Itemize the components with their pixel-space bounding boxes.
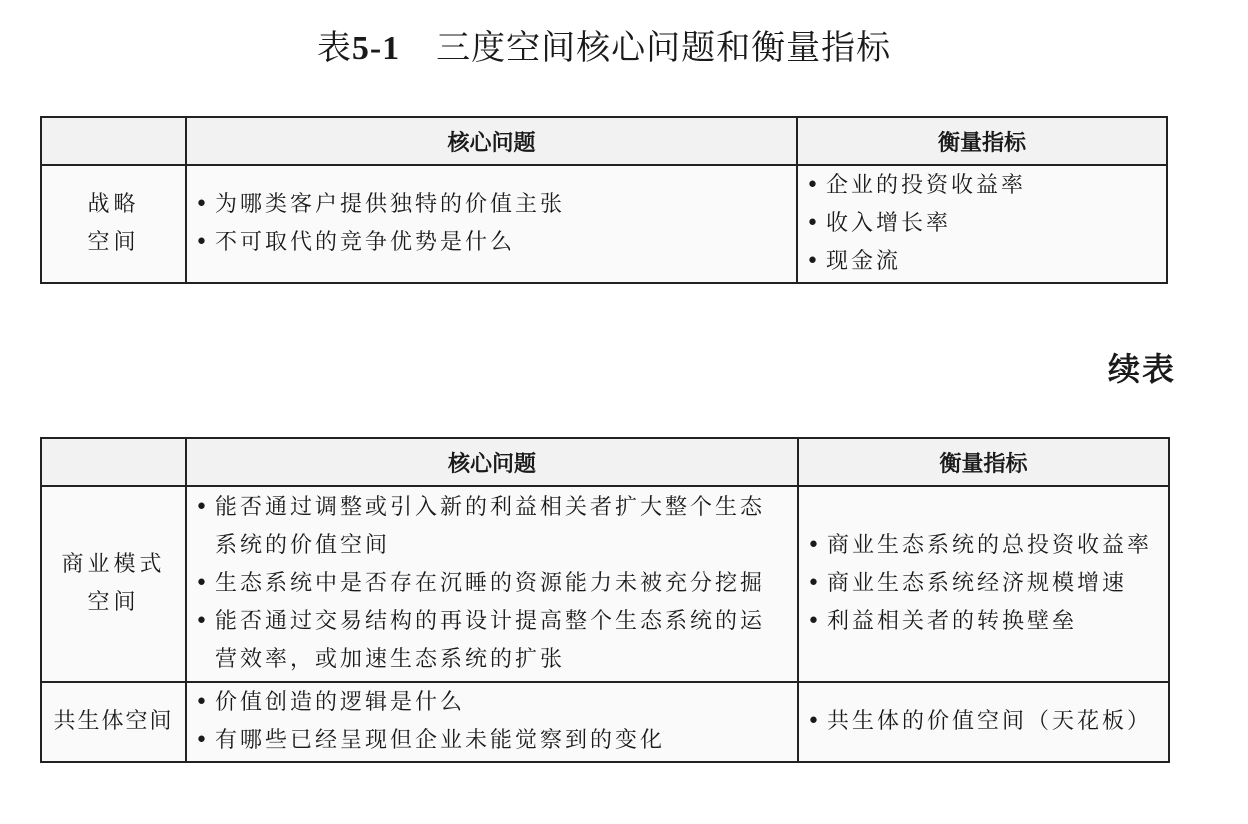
row-label-business-model: 商业模式 空间	[41, 486, 186, 682]
core-questions-cell	[186, 165, 797, 283]
header-metrics: 衡量指标	[797, 117, 1167, 165]
indicator-table-part2	[40, 437, 1170, 763]
core-questions-cell	[186, 486, 798, 682]
table-row	[41, 486, 1169, 682]
table-title	[0, 20, 1208, 69]
list-item: • 商业生态系统经济规模增速	[807, 565, 1160, 603]
header-metrics: 衡量指标	[798, 438, 1169, 486]
table-row	[41, 682, 1169, 762]
list-item: • 不可取代的竞争优势是什么	[195, 224, 788, 262]
indicator-table-part1	[40, 116, 1168, 284]
title-text: 三度空间核心问题和衡量指标	[436, 28, 892, 68]
header-core-questions: 核心问题	[186, 438, 798, 486]
metrics-cell	[797, 165, 1167, 283]
list-item: • 现金流	[806, 243, 1158, 281]
list-item: • 为哪类客户提供独特的价值主张	[195, 186, 788, 224]
list-item: • 能否通过交易结构的再设计提高整个生态系统的运营效率，或加速生态系统的扩张	[195, 603, 789, 679]
continued-label: 续表	[1107, 350, 1176, 388]
title-number: 5-1	[351, 30, 401, 67]
header-blank	[41, 438, 186, 486]
header-row	[41, 117, 1167, 165]
row-label-symbiosis: 共生体空间	[41, 682, 186, 762]
list-item: • 有哪些已经呈现但企业未能觉察到的变化	[195, 722, 789, 760]
table-row	[41, 165, 1167, 283]
list-item: • 价值创造的逻辑是什么	[195, 684, 789, 722]
core-questions-cell	[186, 682, 798, 762]
metrics-cell	[798, 682, 1169, 762]
list-item: • 共生体的价值空间（天花板）	[807, 703, 1160, 741]
list-item: • 收入增长率	[806, 205, 1158, 243]
header-blank	[41, 117, 186, 165]
row-label-strategy: 战略 空间	[41, 165, 186, 283]
list-item: • 能否通过调整或引入新的利益相关者扩大整个生态系统的价值空间	[195, 489, 789, 565]
list-item: • 企业的投资收益率	[806, 167, 1158, 205]
title-prefix: 表	[316, 28, 352, 68]
list-item: • 生态系统中是否存在沉睡的资源能力未被充分挖掘	[195, 565, 789, 603]
metrics-cell	[798, 486, 1169, 682]
list-item: • 商业生态系统的总投资收益率	[807, 527, 1160, 565]
header-core-questions: 核心问题	[186, 117, 797, 165]
header-row	[41, 438, 1169, 486]
list-item: • 利益相关者的转换壁垒	[807, 603, 1160, 641]
